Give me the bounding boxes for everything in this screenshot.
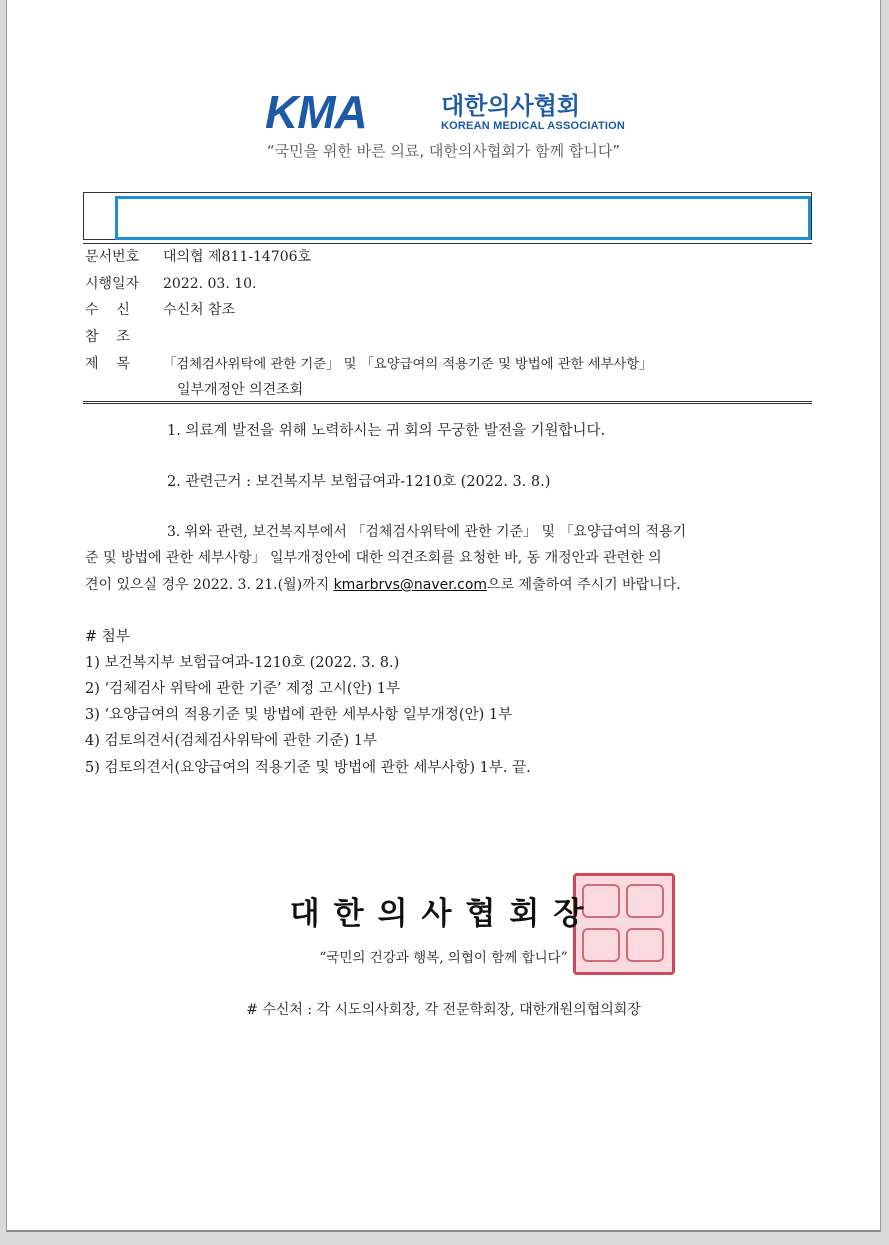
subject-label: 제 목 <box>85 356 130 372</box>
paragraph-2: 2. 관련근거 : 보건복지부 보험급여과-1210호 (2022. 3. 8.) <box>167 474 551 490</box>
paragraph-3-line-1: 3. 위와 관련, 보건복지부에서 「검체검사위탁에 관한 기준」 및 「요양급여의 적용기 <box>167 524 687 540</box>
recipients-list: # 수신처 : 각 시도의사회장, 각 전문학회장, 대한개원의협의회장 <box>246 1002 641 1018</box>
attachment-item: 2) ‘검체검사 위탁에 관한 기준’ 제정 고시(안) 1부 <box>85 681 401 697</box>
signatory-title: 대한의사협회장 <box>289 896 598 932</box>
letterhead-slogan: “국민을 위한 바른 의료, 대한의사협회가 함께 합니다” <box>266 142 621 160</box>
highlight-box <box>115 196 811 240</box>
recipient-value: 수신처 참조 <box>163 302 236 318</box>
date-value: 2022. 03. 10. <box>163 276 257 292</box>
paragraph-3-line-2: 준 및 방법에 관한 세부사항」 일부개정안에 대한 의견조회를 요청한 바, 동 개정안과 관련한 의 <box>85 550 662 566</box>
reference-label: 참 조 <box>85 329 130 345</box>
paragraph-3-text: 견이 있으실 경우 2022. 3. 21.(월)까지 <box>85 577 334 593</box>
subject-line-2: 일부개정안 의견조회 <box>177 382 304 398</box>
paragraph-3-text-end: 으로 제출하여 주시기 바랍니다. <box>487 577 681 593</box>
signature-slogan: “국민의 건강과 행복, 의협이 함께 합니다” <box>319 950 568 966</box>
org-name-english: KOREAN MEDICAL ASSOCIATION <box>441 120 626 132</box>
subject-row <box>85 354 652 375</box>
attachment-item: 1) 보건복지부 보험급여과-1210호 (2022. 3. 8.) <box>85 655 400 671</box>
attachment-item: 4) 검토의견서(검체검사위탁에 관한 기준) 1부 <box>85 733 377 749</box>
attachments-title: # 첨부 <box>85 629 130 645</box>
email-link[interactable]: kmarbrvs@naver.com <box>333 577 488 593</box>
paragraph-1: 1. 의료계 발전을 위해 노력하시는 귀 회의 무궁한 발전을 기원합니다. <box>167 423 606 439</box>
recipient-label: 수 신 <box>85 302 130 318</box>
logo-mark: KMA <box>265 86 367 138</box>
header-rule-bottom <box>83 401 812 404</box>
doc-number: 대의협 제811-14706호 <box>163 249 312 265</box>
paragraph-3-line-3 <box>85 575 681 595</box>
date-row <box>85 274 257 294</box>
org-name-korean: 대한의사협회 <box>441 92 581 120</box>
subject-line-1: 「검체검사위탁에 관한 기준」 및 「요양급여의 적용기준 및 방법에 관한 세부사항」 <box>163 357 653 372</box>
doc-number-row <box>85 247 311 267</box>
document-page <box>6 0 881 1232</box>
attachment-item: 5) 검토의견서(요양급여의 적용기준 및 방법에 관한 세부사항) 1부. 끝. <box>85 760 531 776</box>
date-label: 시행일자 <box>85 276 140 292</box>
attachment-item: 3) ‘요양급여의 적용기준 및 방법에 관한 세부사항 일부개정(안) 1부 <box>85 707 513 723</box>
recipient-row <box>85 300 235 320</box>
reference-row <box>85 327 163 347</box>
header-rule-top <box>83 243 812 244</box>
doc-number-label: 문서번호 <box>85 249 140 265</box>
